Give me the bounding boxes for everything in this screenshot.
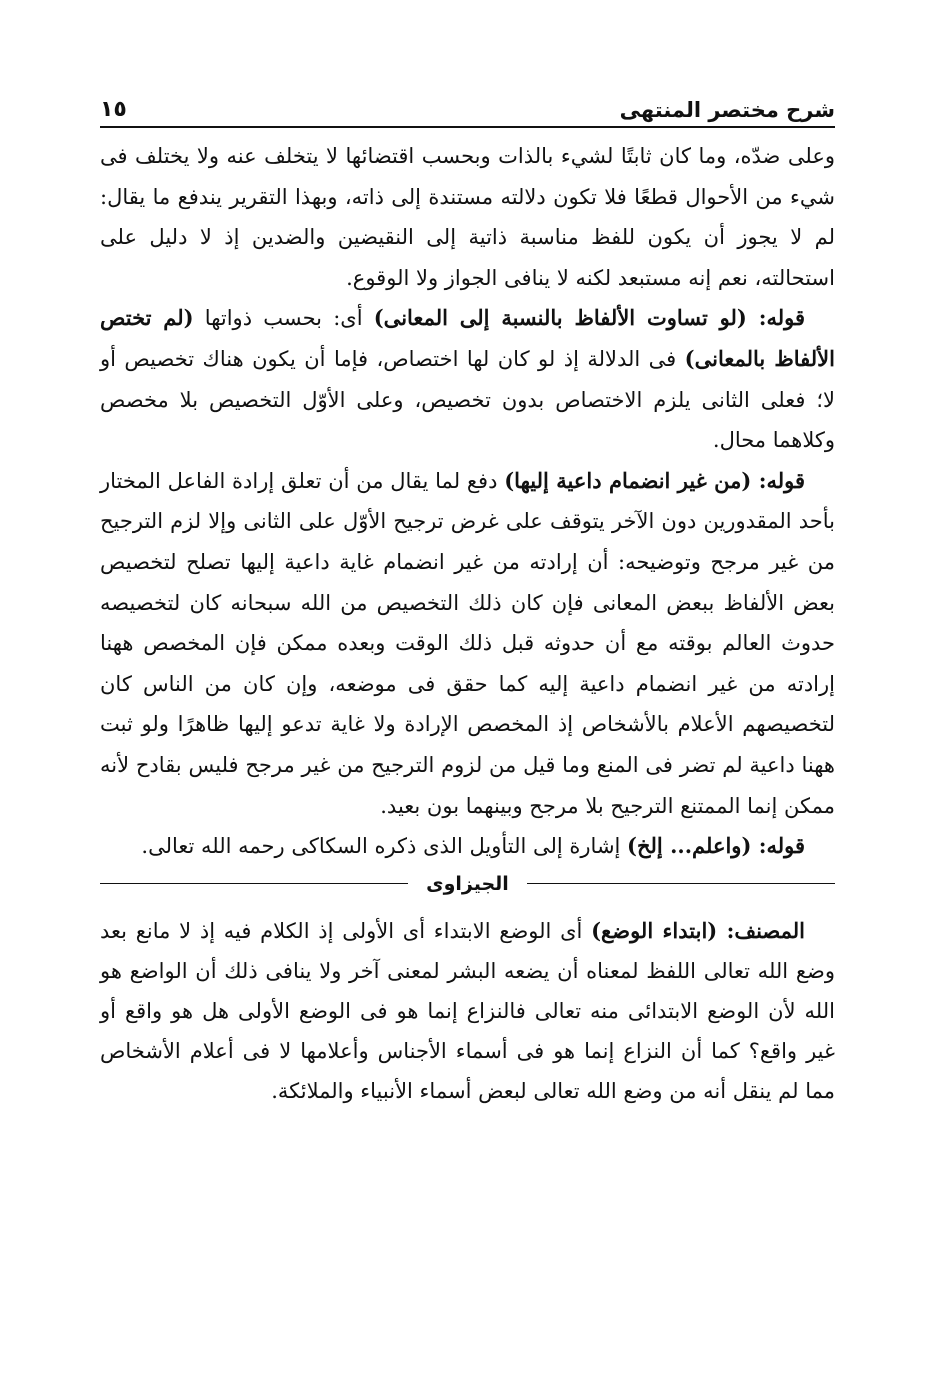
commentary-paragraph-1-lead: المصنف: (ابتداء الوضع) [591,917,806,943]
paragraph-2-lead: قوله: (لو تساوت الألفاظ بالنسبة إلى المعانى) [373,305,805,331]
paragraph-4 [100,826,835,867]
commentator-name: الجيزاوى [426,872,509,895]
paragraph-2-lead-2: (لم تختص الألفاظ بالمعانى) [100,305,835,371]
divider-rule-left [100,883,408,884]
paragraph-4-lead: قوله: (واعلم... إلخ) [627,833,805,859]
commentary-paragraph-1-text: أى الوضع الابتداء أى الأولى إذ الكلام فيه إذ لا مانع بعد وضع الله تعالى اللفظ لمعناه أن يضعه البشر لمعنى آخر ولا ينافى ذلك أن الواضع هو الله لأن الوضع الابتدائى منه تعالى فالنزاع إنما هو فى الوضع الأولى هل هو واقع أو غير واقع؟ كما أن النزاع إنما هو فى أسماء الأجناس وأعلامها لا فى أعلام الأشخاص مما لم ينقل أنه من وضع الله تعالى لبعض أسماء الأنبياء والملائكة. [100,918,835,1103]
running-header [100,88,835,128]
paragraph-2 [100,298,835,460]
commentary-text [100,911,835,1111]
book-page [100,88,835,1111]
paragraph-1 [100,136,835,298]
paragraph-2-mid: أى: بحسب ذواتها [193,306,374,331]
divider-rule-right [527,883,835,884]
paragraph-2-text: فى الدلالة إذ لو كان لها اختصاص، فإما أن يكون هناك تخصيص أو لا؛ فعلى الثانى يلزم الاختصاص بدون تخصيص، وعلى الأوّل التخصيص بلا مخصص وكلاهما محال. [100,346,835,453]
book-title: شرح مختصر المنتهى [619,98,835,122]
commentary-paragraph-1 [100,911,835,1111]
commentary-divider [100,869,835,899]
paragraph-1-text: وعلى ضدّه، وما كان ثابتًا لشيء بالذات وبحسب اقتضائها لا يتخلف عنه ولا يختلف فى شيء من الأحوال قطعًا فلا تكون دلالته مستندة إلى ذاته، وبهذا التقرير يندفع ما يقال: لم لا يجوز أن يكون للفظ مناسبة ذاتية إلى النقيضين والضدين إذ لا دليل على استحالته، نعم إنه مستبعد لكنه لا ينافى الجواز ولا الوقوع. [100,144,835,290]
paragraph-4-text: إشارة إلى التأويل الذى ذكره السكاكى رحمه الله تعالى. [141,834,628,859]
page-number: ١٥ [100,97,127,122]
paragraph-3-text: دفع لما يقال من أن تعلق إرادة الفاعل المختار بأحد المقدورين دون الآخر يتوقف على غرض ترجيح الأوّل على الثانى وإلا لزم الترجيح من غير مرجح وتوضيحه: أن إرادته من غير انضمام غاية داعية إليها تصلح لتخصيص بعض الألفاظ ببعض المعانى فإن كان ذلك التخصيص من الله سبحانه كان لتخصيصه حدوث العالم بوقته مع أن حدوثه قبل ذلك الوقت وبعده ممكن فإن المخصص ههنا إرادته من غير انضمام داعية إليه كما حقق فى موضعه، وإن كان من الناس كان لتخصيصهم الأعلام بالأشخاص إذ المخصص الإرادة ولا غاية تدعو إليها ظاهرًا ولو ثبت ههنا داعية لم تضر فى المنع وما قيل من لزوم الترجيح من غير مرجح فليس بقادح لأنه ممكن إنما الممتنع الترجيح بلا مرجح وبينهما بون بعيد. [100,468,835,818]
main-text [100,136,835,867]
paragraph-3 [100,461,835,826]
paragraph-3-lead: قوله: (من غير انضمام داعية إليها) [504,467,806,493]
